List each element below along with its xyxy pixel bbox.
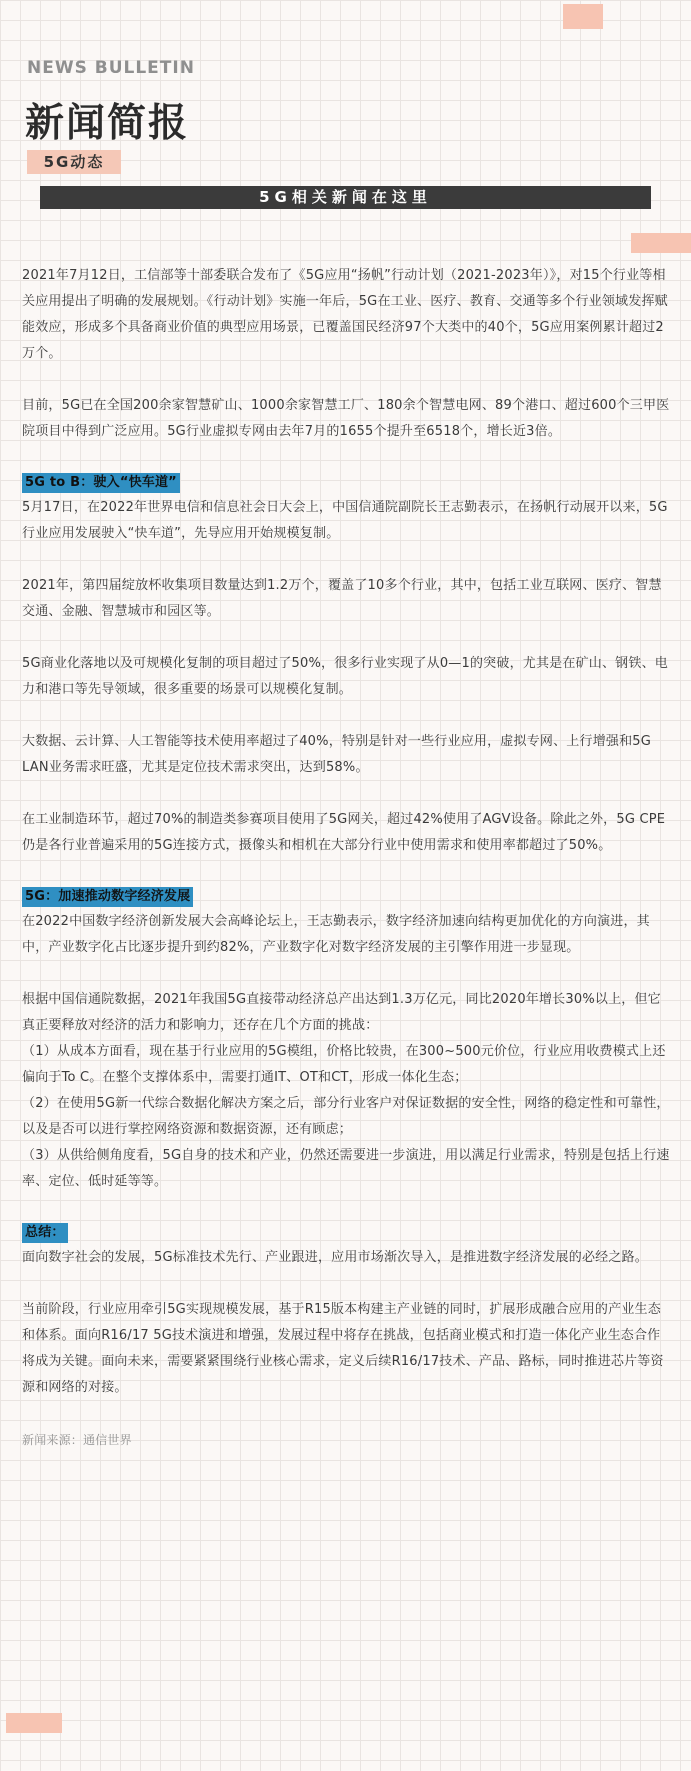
decorative-block-right — [631, 233, 691, 253]
article-paragraph: 当前阶段，行业应用牵引5G实现规模发展，基于R15版本构建主产业链的同时，扩展形成融合应用的产业生态和体系。面向R16/17 5G技术演进和增强，发展过程中将存在挑战，包括商业模式和打造一体化产业生态合作将成为关键。面向未来，需要紧紧围绕行业核心需求，定义后续R16/17技术、产品、路标，同时推进芯片等资源和网络的对接。 — [22, 1302, 664, 1395]
section-heading-wrap — [22, 471, 673, 495]
article-paragraph: 在工业制造环节，超过70%的制造类参赛项目使用了5G网关，超过42%使用了AGV设备。除此之外，5G CPE仍是各行业普遍采用的5G连接方式，摄像头和相机在大部分行业中使用需求和使用率都超过了50%。 — [22, 812, 666, 853]
article-paragraph: 5G商业化落地以及可规模化复制的项目超过了50%，很多行业实现了从0—1的突破，尤其是在矿山、钢铁、电力和港口等先导领域，很多重要的场景可以规模化复制。 — [22, 656, 668, 697]
challenges-list — [22, 1039, 673, 1195]
section-heading-wrap — [22, 1221, 673, 1245]
decorative-block-top — [563, 4, 603, 29]
article-paragraph: 在2022中国数字经济创新发展大会高峰论坛上，王志勤表示，数字经济加速向结构更加优化的方向演进，其中，产业数字化占比逐步提升到约82%，产业数字化对数字经济发展的主引擎作用进一步显现。 — [22, 914, 650, 955]
intro-paragraph: 2021年7月12日，工信部等十部委联合发布了《5G应用“扬帆”行动计划（2021-2023年）》，对15个行业等相关应用提出了明确的发展规划。《行动计划》实施一年后，5G在工业、医疗、教育、交通等多个行业领域发挥赋能效应，形成多个具备商业价值的典型应用场景，已覆盖国民经济97个大类中的40个，5G应用案例累计超过2万个。 — [22, 268, 668, 361]
article-paragraph: 面向数字社会的发展，5G标准技术先行、产业跟进，应用市场渐次导入，是推进数字经济发展的必经之路。 — [22, 1250, 648, 1265]
section-heading-5g-to-b: 5G to B：驶入“快车道” — [22, 473, 180, 493]
news-source: 新闻来源：通信世界 — [22, 1433, 132, 1447]
decorative-block-bottom — [6, 1713, 62, 1733]
challenge-item: （3）从供给侧角度看，5G自身的技术和产业，仍然还需要进一步演进，用以满足行业需求，特别是包括上行速率、定位、低时延等等。 — [22, 1148, 670, 1189]
section-banner: 5G相关新闻在这里 — [40, 186, 651, 209]
article-paragraph: 5月17日，在2022年世界电信和信息社会日大会上，中国信通院副院长王志勤表示，在扬帆行动展开以来，5G行业应用发展驶入“快车道”，先导应用开始规模复制。 — [22, 500, 668, 541]
section-heading-digital-economy: 5G：加速推动数字经济发展 — [22, 887, 193, 907]
intro-paragraph: 目前，5G已在全国200余家智慧矿山、1000余家智慧工厂、180余个智慧电网、89个港口、超过600个三甲医院项目中得到广泛应用。5G行业虚拟专网由去年7月的1655个提升至6518个，增长近3倍。 — [22, 398, 670, 439]
page-title: 新闻简报 — [25, 101, 190, 146]
section-heading-wrap — [22, 885, 673, 909]
news-bulletin-kicker: NEWS BULLETIN — [27, 58, 195, 78]
article-body — [22, 263, 673, 1479]
category-tag: 5G动态 — [27, 150, 121, 174]
article-paragraph: 2021年，第四届绽放杯收集项目数量达到1.2万个，覆盖了10多个行业，其中，包括工业互联网、医疗、智慧交通、金融、智慧城市和园区等。 — [22, 578, 662, 619]
challenge-item: （1）从成本方面看，现在基于行业应用的5G模组，价格比较贵，在300~500元价位，行业应用收费模式上还偏向于To C。在整个支撑体系中，需要打通IT、OT和CT，形成一体化生态； — [22, 1044, 666, 1085]
challenge-item: （2）在使用5G新一代综合数据化解决方案之后，部分行业客户对保证数据的安全性，网络的稳定性和可靠性，以及是否可以进行掌控网络资源和数据资源，还有顾虑； — [22, 1096, 670, 1137]
article-paragraph: 大数据、云计算、人工智能等技术使用率超过了40%，特别是针对一些行业应用，虚拟专网、上行增强和5G LAN业务需求旺盛，尤其是定位技术需求突出，达到58%。 — [22, 734, 652, 775]
section-heading-summary: 总结： — [22, 1223, 68, 1243]
article-paragraph: 根据中国信通院数据，2021年我国5G直接带动经济总产出达到1.3万亿元，同比2020年增长30%以上，但它真正要释放对经济的活力和影响力，还存在几个方面的挑战： — [22, 992, 661, 1033]
